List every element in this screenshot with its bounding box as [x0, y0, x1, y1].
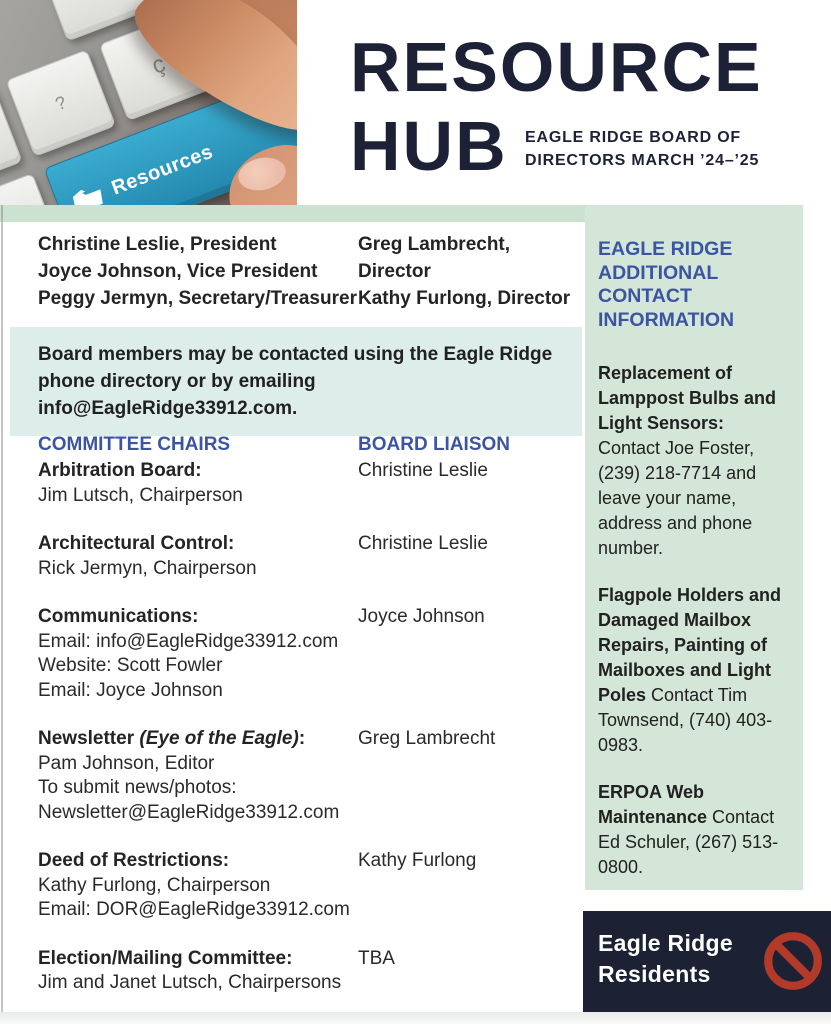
board-members-list: [38, 231, 575, 312]
sidebar-entry: [598, 361, 789, 561]
sidebar-entry-title: ERPOA Web Maintenance: [598, 782, 708, 827]
page-title-line1: RESOURCE: [350, 28, 763, 106]
committee-cell: [38, 727, 358, 825]
key-label: ?: [52, 91, 69, 114]
subtitle-line1: EAGLE RIDGE BOARD OF: [525, 129, 742, 146]
board-members-col1: [38, 231, 358, 312]
committee-title: [38, 849, 358, 874]
board-member: Greg Lambrecht, Director: [358, 234, 511, 282]
sidebar-entry: [598, 780, 789, 880]
committee-title: [38, 947, 358, 972]
committee-detail-line: Pam Johnson, Editor: [38, 752, 215, 774]
board-member: Christine Leslie, President: [38, 234, 277, 255]
committee-detail-line: Email: info@EagleRidge33912.com: [38, 630, 339, 652]
committee-title-text: Newsletter: [38, 728, 135, 749]
sidebar-entry: [598, 583, 789, 758]
committee-title-text: Arbitration Board:: [38, 460, 202, 481]
board-member: Peggy Jermyn, Secretary/Treasurer: [38, 288, 357, 309]
liaison-name: Christine Leslie: [358, 533, 488, 554]
committee-title: [38, 727, 358, 752]
committee-cell: [38, 605, 358, 703]
committee-detail-line: Website: Scott Fowler: [38, 655, 223, 676]
no-symbol-icon: [760, 928, 826, 994]
board-liaison-header: BOARD LIAISON: [358, 434, 510, 455]
committee-title-text: Communications:: [38, 606, 199, 627]
resources-key-label: Resources: [108, 140, 217, 200]
eagle-ridge-residents-badge: [583, 911, 831, 1012]
key-label: ç: [148, 50, 170, 80]
liaison-name: Joyce Johnson: [358, 606, 485, 627]
committee-title-italic: (Eye of the Eagle): [134, 728, 299, 749]
committee-title-text: Deed of Restrictions:: [38, 850, 230, 871]
committee-cell: [38, 459, 358, 508]
badge-line1: Eagle Ridge: [598, 930, 733, 956]
page-bottom-shadow: [0, 1012, 831, 1024]
sidebar-entry-body: Contact Joe Foster, (239) 218-7714 and leave your name, address and phone number.: [598, 438, 757, 558]
page-edge-line: [1, 205, 3, 1012]
committees-headers: [38, 432, 575, 457]
committee-detail-line: Kathy Furlong, Chairperson: [38, 874, 271, 896]
badge-text: [598, 928, 733, 990]
sidebar-entry-title: Replacement of Lamppost Bulbs and Light Sensors:: [598, 363, 777, 433]
committee-title: [38, 605, 358, 630]
liaison-name: TBA: [358, 947, 395, 969]
additional-contact-sidebar: [585, 205, 803, 890]
page-title-line2: HUB: [350, 107, 508, 185]
liaison-name: Kathy Furlong: [358, 850, 477, 871]
committee-detail-line: To submit news/photos:: [38, 777, 237, 798]
page-subtitle: [525, 126, 759, 172]
liaison-name: Christine Leslie: [358, 460, 488, 481]
keyboard-key: [5, 49, 116, 157]
sidebar-heading: EAGLE RIDGE ADDITIONAL CONTACT INFORMATION: [598, 238, 735, 331]
committee-cell: [38, 849, 358, 923]
liaison-name: Greg Lambrecht: [358, 728, 496, 749]
board-member: Kathy Furlong, Director: [358, 288, 571, 309]
board-member: Joyce Johnson, Vice President: [38, 261, 318, 282]
sidebar-entry-body: Contact Ed Schuler, (267) 513-0800.: [598, 807, 779, 877]
folder-icon: [67, 181, 108, 208]
committee-detail-line: Email: Joyce Johnson: [38, 679, 223, 701]
committee-detail-line: Newsletter@EagleRidge33912.com: [38, 801, 340, 823]
committee-detail-line: Jim Lutsch, Chairperson: [38, 484, 243, 506]
committee-cell: [38, 947, 358, 996]
committee-title-text: Architectural Control:: [38, 533, 235, 554]
keyboard-photo: [0, 0, 297, 208]
badge-line2: Residents: [598, 961, 711, 987]
sidebar-entry-body: Contact Tim Townsend, (740) 403-0983.: [598, 685, 773, 755]
board-members-col2: [358, 231, 575, 312]
sidebar-entry-title: Flagpole Holders and Damaged Mailbox Repairs, Painting of Mailboxes and Light Poles: [598, 585, 782, 705]
committee-detail-line: Email: DOR@EagleRidge33912.com: [38, 899, 350, 920]
subtitle-line2: DIRECTORS MARCH ’24–’25: [525, 152, 760, 169]
committee-title-tail: :: [298, 728, 306, 749]
contact-note: Board members may be contacted using the Eagle Ridge phone directory or by emailing info@EagleRidge33912.com.: [10, 327, 582, 436]
committee-chairs-header: COMMITTEE CHAIRS: [38, 434, 231, 455]
committee-title: [38, 459, 358, 484]
committees-rows: [38, 459, 575, 996]
committee-detail-line: Rick Jermyn, Chairperson: [38, 557, 257, 579]
committee-detail-line: Jim and Janet Lutsch, Chairpersons: [38, 972, 342, 993]
committee-title-text: Election/Mailing Committee:: [38, 947, 293, 969]
committee-title: [38, 532, 358, 557]
committees-section: [38, 432, 575, 996]
committee-cell: [38, 532, 358, 581]
